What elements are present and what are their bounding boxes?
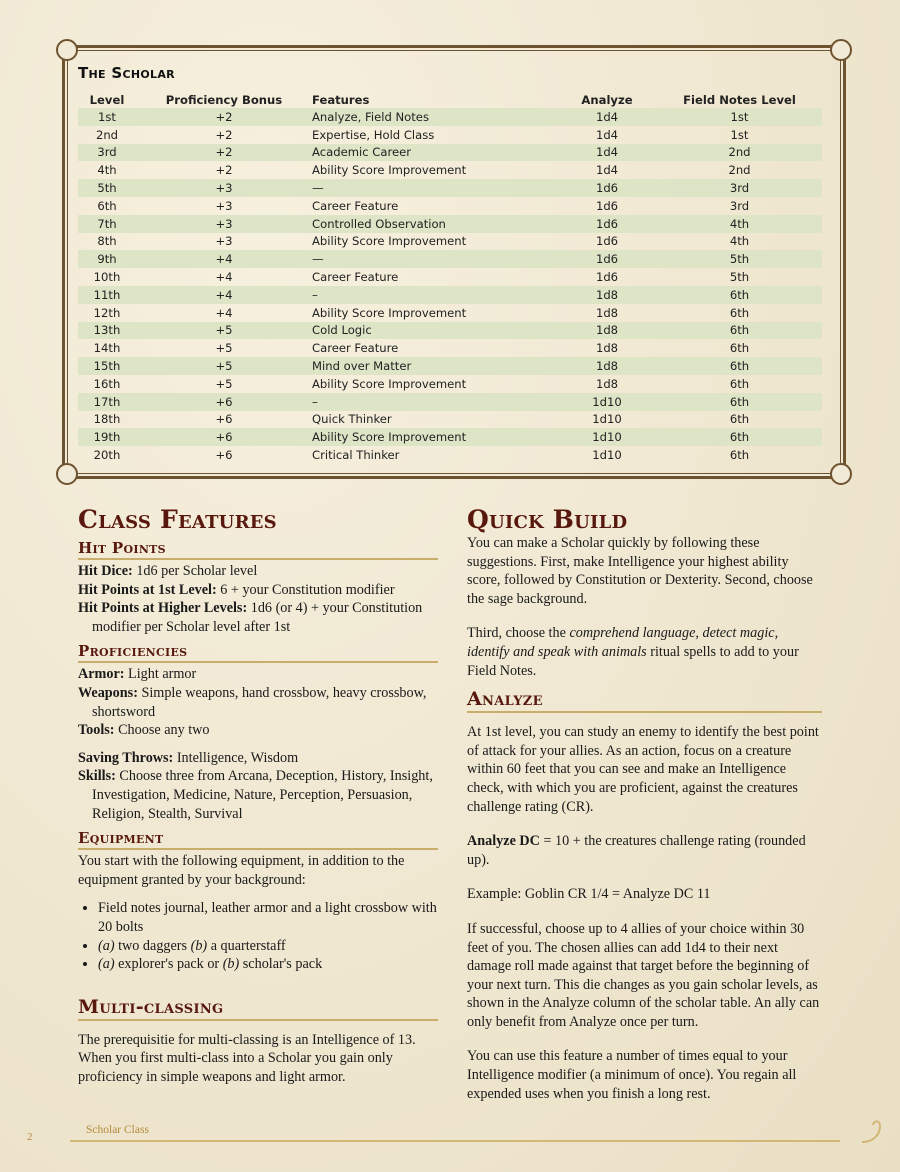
analyze-cell: 1d6 xyxy=(595,270,619,285)
option-b-marker: (b) xyxy=(222,956,240,973)
level-cell: 8th xyxy=(97,234,117,249)
proficiency-cell: +6 xyxy=(215,448,233,463)
field-notes-cell: 6th xyxy=(729,376,750,391)
option-b-text: a quarterstaff xyxy=(210,937,286,954)
level-cell: 12th xyxy=(93,305,121,320)
table-row xyxy=(78,304,822,322)
proficiency-cell: +6 xyxy=(215,412,233,427)
armor-label: Armor: xyxy=(78,666,125,683)
level-cell: 13th xyxy=(78,322,136,340)
hp-higher-levels-label: Hit Points at Higher Levels: xyxy=(78,600,248,617)
equipment-item xyxy=(98,955,438,974)
analyze-cell: 1d8 xyxy=(595,376,619,391)
field-notes-cell: 1st xyxy=(657,108,822,126)
features-cell: Controlled Observation xyxy=(312,215,557,233)
field-notes-cell: 4th xyxy=(657,215,822,233)
level-cell: 1st xyxy=(78,108,136,126)
quick-build-p2-tail: ritual spells to add to your Field Notes. xyxy=(467,643,799,679)
quick-build-p1: You can make a Scholar quickly by following these suggestions. First, make Intelligence your highest ability score, followed by Constitution or Dexterity. Second, choose the sage background. xyxy=(467,535,813,607)
skills-value: Choose three from Arcana, Deception, History, Insight, Investigation, Medicine, Nature, Perception, Persuasion, Religion, Stealth, Survival xyxy=(92,768,433,822)
level-cell: 19th xyxy=(78,428,136,446)
frame-corner-ornament xyxy=(56,463,78,485)
field-notes-cell: 6th xyxy=(729,305,750,320)
hp-first-level-value: 6 + your Constitution modifier xyxy=(220,581,395,598)
analyze-p1: At 1st level, you can study an enemy to identify the best point of attack for your allies. As an action, focus on a creature within 60 feet that you can see and make an Intelligence check, with which you are proficient, against the creatures challenge rating (CR). xyxy=(467,724,819,815)
saving-throws-label: Saving Throws: xyxy=(78,749,174,766)
features-cell: Quick Thinker xyxy=(312,412,392,427)
level-cell: 6th xyxy=(97,198,117,213)
equipment-heading: Equipment xyxy=(78,829,438,850)
table-row xyxy=(78,339,822,357)
equipment-intro: You start with the following equipment, in addition to the equipment granted by your background: xyxy=(78,853,405,888)
option-a-marker: (a) xyxy=(98,937,115,954)
field-notes-cell: 3rd xyxy=(729,198,750,213)
weapons-value: Simple weapons, hand crossbow, heavy crossbow, shortsword xyxy=(92,684,427,720)
features-cell: Career Feature xyxy=(312,270,399,285)
table-row xyxy=(78,268,822,286)
frame-corner-ornament xyxy=(830,463,852,485)
hit-dice-line xyxy=(78,562,438,581)
features-cell: Ability Score Improvement xyxy=(312,428,557,446)
level-cell: 3rd xyxy=(78,144,136,162)
table-row xyxy=(78,393,822,411)
analyze-cell: 1d4 xyxy=(595,127,619,142)
features-cell: – xyxy=(312,393,557,411)
field-notes-cell: 6th xyxy=(729,448,750,463)
field-notes-cell: 6th xyxy=(729,412,750,427)
proficiency-cell: +2 xyxy=(136,108,312,126)
analyze-cell: 1d8 xyxy=(557,286,657,304)
header-analyze: Analyze xyxy=(581,92,633,107)
table-header-row xyxy=(78,91,822,108)
hp-higher-levels-line xyxy=(78,599,438,636)
features-cell: Career Feature xyxy=(312,198,399,213)
class-features-heading: Class Features xyxy=(78,505,277,534)
level-cell: 11th xyxy=(78,286,136,304)
option-a-marker: (a) xyxy=(98,956,115,973)
proficiency-cell: +6 xyxy=(136,393,312,411)
option-b-text: scholar's pack xyxy=(242,956,323,973)
features-cell: Mind over Matter xyxy=(312,357,557,375)
table-row xyxy=(78,446,822,464)
header-proficiency-bonus: Proficiency Bonus xyxy=(165,92,283,107)
table-row xyxy=(78,161,822,179)
field-notes-cell: 5th xyxy=(729,270,750,285)
analyze-cell: 1d10 xyxy=(557,393,657,411)
quick-build-p2-lead: Third, choose the xyxy=(467,625,566,642)
weapons-line xyxy=(78,684,438,721)
quick-build-spell-list: comprehend language, detect magic, identify and speak with animals xyxy=(467,625,779,660)
features-cell: Career Feature xyxy=(312,341,399,356)
features-cell: Expertise, Hold Class xyxy=(312,127,435,142)
level-cell: 14th xyxy=(93,341,121,356)
header-features: Features xyxy=(312,92,370,107)
table-row xyxy=(78,144,822,162)
analyze-dc-text: = 10 + the creatures challenge rating (rounded up). xyxy=(467,833,806,868)
tools-value: Choose any two xyxy=(118,722,210,739)
skills-label: Skills: xyxy=(78,768,116,785)
skills-line xyxy=(78,767,438,823)
features-cell: Analyze, Field Notes xyxy=(312,108,557,126)
scholar-level-table xyxy=(78,91,822,464)
table-row xyxy=(78,179,822,197)
proficiency-cell: +3 xyxy=(136,215,312,233)
table-row xyxy=(78,357,822,375)
proficiencies-heading: Proficiencies xyxy=(78,642,438,663)
proficiency-cell: +2 xyxy=(215,163,233,178)
armor-value: Light armor xyxy=(128,666,197,683)
analyze-heading: Analyze xyxy=(467,688,822,713)
quick-build-heading: Quick Build xyxy=(467,505,628,534)
field-notes-cell: 6th xyxy=(657,357,822,375)
table-row xyxy=(78,215,822,233)
features-cell: Ability Score Improvement xyxy=(312,376,467,391)
analyze-cell: 1d8 xyxy=(595,305,619,320)
table-row xyxy=(78,286,822,304)
field-notes-cell: 2nd xyxy=(728,163,751,178)
features-cell: Ability Score Improvement xyxy=(312,163,467,178)
armor-line xyxy=(78,665,438,684)
level-cell: 4th xyxy=(97,163,117,178)
analyze-cell: 1d6 xyxy=(557,250,657,268)
field-notes-cell: 4th xyxy=(729,234,750,249)
equipment-item: • Field notes journal, leather armor and a light crossbow with 20 bolts xyxy=(98,899,438,936)
level-cell: 10th xyxy=(93,270,121,285)
level-cell: 9th xyxy=(78,250,136,268)
table-row xyxy=(78,197,822,215)
proficiency-cell: +2 xyxy=(136,144,312,162)
proficiency-cell: +4 xyxy=(136,286,312,304)
hit-dice-value: 1d6 per Scholar level xyxy=(136,563,258,579)
level-cell: 17th xyxy=(78,393,136,411)
table-row xyxy=(78,108,822,126)
option-a-text: two daggers xyxy=(118,937,188,954)
analyze-cell: 1d10 xyxy=(592,448,622,463)
hit-points-heading: Hit Points xyxy=(78,539,438,560)
features-cell: — xyxy=(312,179,557,197)
level-cell: 2nd xyxy=(95,127,119,142)
table-row xyxy=(78,411,822,429)
proficiency-cell: +4 xyxy=(215,270,233,285)
table-row xyxy=(78,375,822,393)
level-cell: 5th xyxy=(78,179,136,197)
multiclassing-heading: Multi-classing xyxy=(78,996,438,1021)
saving-throws-value: Intelligence, Wisdom xyxy=(176,749,299,766)
table-row xyxy=(78,233,822,251)
tools-line xyxy=(78,721,438,740)
table-row xyxy=(78,428,822,446)
level-cell: 18th xyxy=(93,412,121,427)
analyze-cell: 1d6 xyxy=(557,179,657,197)
analyze-cell: 1d6 xyxy=(595,234,619,249)
level-cell: 7th xyxy=(78,215,136,233)
quick-build-p2 xyxy=(467,624,822,680)
field-notes-cell: 6th xyxy=(657,428,822,446)
analyze-cell: 1d8 xyxy=(595,341,619,356)
table-row xyxy=(78,250,822,268)
analyze-cell: 1d4 xyxy=(557,144,657,162)
analyze-cell: 1d8 xyxy=(557,322,657,340)
footer-label: Scholar Class xyxy=(86,1124,149,1136)
hp-first-level-line xyxy=(78,581,438,600)
weapons-label: Weapons: xyxy=(78,684,138,701)
level-cell: 16th xyxy=(93,376,121,391)
field-notes-cell: 1st xyxy=(730,127,749,142)
analyze-cell: 1d8 xyxy=(557,357,657,375)
proficiency-cell: +4 xyxy=(215,305,233,320)
proficiency-cell: +5 xyxy=(215,376,233,391)
table-row xyxy=(78,322,822,340)
right-column xyxy=(467,505,822,1103)
hp-first-level-label: Hit Points at 1st Level: xyxy=(78,581,217,598)
features-cell: Ability Score Improvement xyxy=(312,305,467,320)
table-row xyxy=(78,126,822,144)
proficiency-cell: +4 xyxy=(136,250,312,268)
field-notes-cell: 2nd xyxy=(657,144,822,162)
equipment-item xyxy=(98,937,438,956)
features-cell: Critical Thinker xyxy=(312,448,400,463)
level-cell: 15th xyxy=(78,357,136,375)
analyze-cell: 1d6 xyxy=(557,215,657,233)
features-cell: — xyxy=(312,250,557,268)
option-b-marker: (b) xyxy=(190,937,208,954)
option-a-text: explorer's pack or xyxy=(118,956,220,973)
analyze-dc-line xyxy=(467,832,822,869)
proficiency-cell: +2 xyxy=(215,127,233,142)
hit-dice-label: Hit Dice: xyxy=(78,563,133,579)
proficiency-cell: +5 xyxy=(136,322,312,340)
field-notes-cell: 6th xyxy=(657,322,822,340)
frame-corner-ornament xyxy=(56,39,78,61)
multiclassing-text: The prerequisitie for multi-classing is an Intelligence of 13. When you first multi-class into a Scholar you gain only proficiency in simple weapons and light armor. xyxy=(78,1031,416,1085)
analyze-dc-label: Analyze DC xyxy=(467,833,540,850)
footer-swirl-ornament xyxy=(860,1116,890,1156)
frame-corner-ornament xyxy=(830,39,852,61)
field-notes-cell: 6th xyxy=(657,286,822,304)
footer-rule xyxy=(70,1140,840,1142)
header-level: Level xyxy=(89,92,125,107)
analyze-p3: If successful, choose up to 4 allies of your choice within 30 feet of you. The chosen allies can add 1d4 to their next damage roll made against that target before the beginning of your next turn. This die changes as you gain scholar levels, as shown in the Analyze column of the scholar table. An ally can only benefit from Analyze once per turn. xyxy=(467,920,820,1030)
level-cell: 20th xyxy=(93,448,121,463)
tools-label: Tools: xyxy=(78,722,115,739)
proficiency-cell: +5 xyxy=(215,341,233,356)
features-cell: – xyxy=(312,286,557,304)
proficiency-cell: +6 xyxy=(136,428,312,446)
header-field-notes-level: Field Notes Level xyxy=(683,92,796,107)
left-column xyxy=(78,505,438,1086)
proficiency-cell: +3 xyxy=(136,179,312,197)
page-number: 2 xyxy=(27,1131,33,1143)
proficiency-cell: +5 xyxy=(136,357,312,375)
proficiency-cell: +3 xyxy=(215,234,233,249)
analyze-cell: 1d10 xyxy=(557,428,657,446)
analyze-cell: 1d4 xyxy=(595,163,619,178)
analyze-example: Example: Goblin CR 1/4 = Analyze DC 11 xyxy=(467,886,711,903)
table-title: The Scholar xyxy=(78,64,175,82)
analyze-cell: 1d4 xyxy=(557,108,657,126)
field-notes-cell: 6th xyxy=(729,341,750,356)
proficiency-cell: +3 xyxy=(215,198,233,213)
saving-throws-line xyxy=(78,749,438,768)
field-notes-cell: 6th xyxy=(657,393,822,411)
analyze-cell: 1d10 xyxy=(592,412,622,427)
features-cell: Ability Score Improvement xyxy=(312,234,467,249)
equipment-list xyxy=(78,899,438,973)
field-notes-cell: 3rd xyxy=(657,179,822,197)
features-cell: Cold Logic xyxy=(312,322,557,340)
analyze-cell: 1d6 xyxy=(595,198,619,213)
analyze-p4: You can use this feature a number of times equal to your Intelligence modifier (a minimum of once). You regain all expended uses when you finish a long rest. xyxy=(467,1048,797,1102)
features-cell: Academic Career xyxy=(312,144,557,162)
hp-higher-levels-value: 1d6 (or 4) + your Constitution modifier per Scholar level after 1st xyxy=(92,600,423,635)
field-notes-cell: 5th xyxy=(657,250,822,268)
